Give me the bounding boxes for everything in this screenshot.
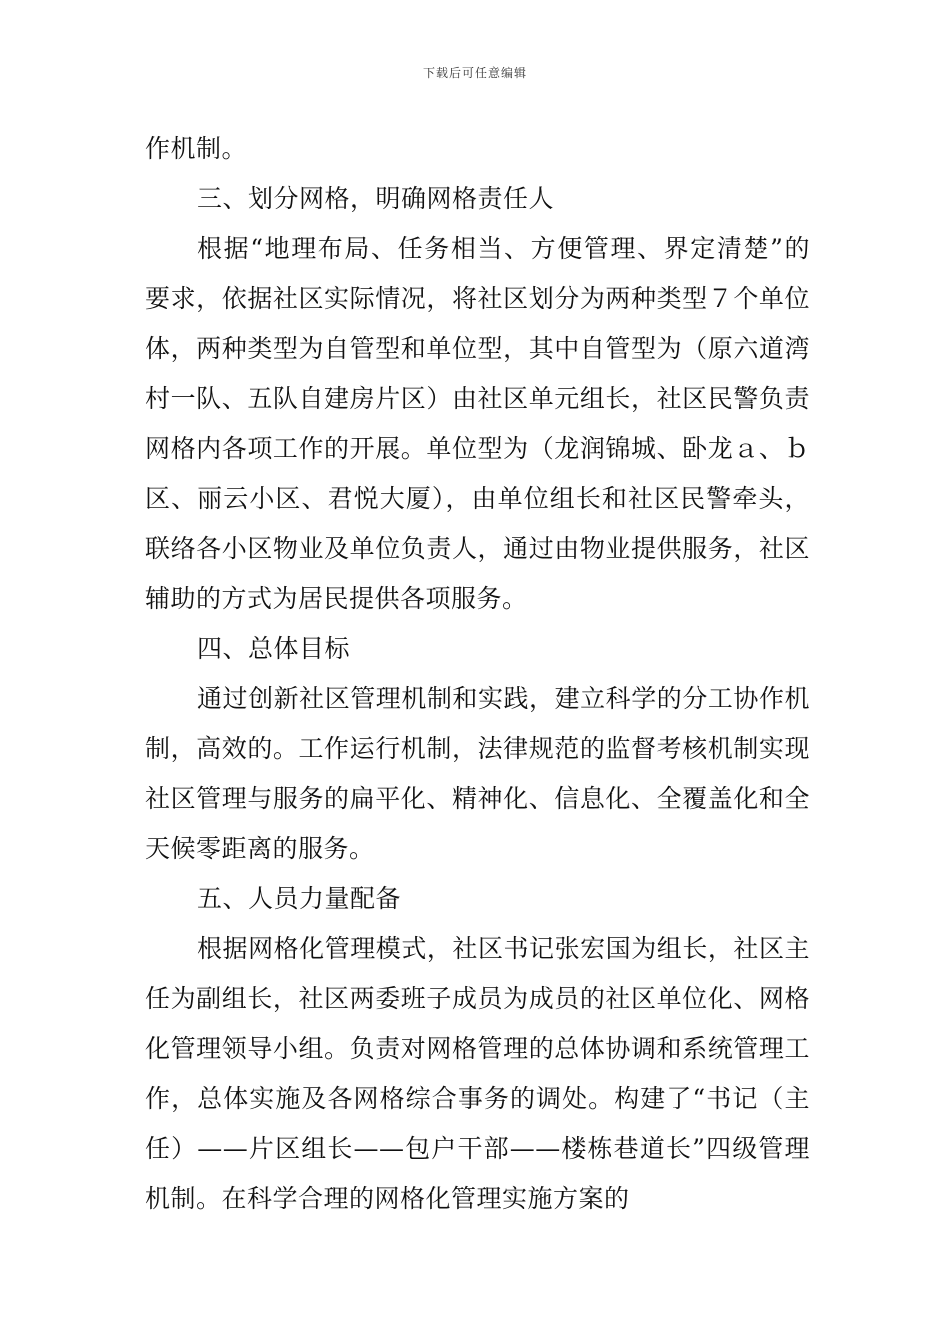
paragraph-continuation: 作机制。	[145, 134, 248, 163]
page-header: 下载后可任意编辑	[422, 66, 527, 80]
section-heading-5: 五、人员力量配备	[197, 884, 402, 913]
document-body	[145, 124, 810, 1224]
paragraph-grid-division: 根据“地理布局、任务相当、方便管理、界定清楚”的要求，依据社区实际情况，将社区划分为两种类型７个单位体，两种类型为自管型和单位型，其中自管型为（原六道湾村一队、五队自建房片区）由社区单元组长，社区民警负责网格内各项工作的开展。单位型为（龙润锦城、卧龙ａ、ｂ区、丽云小区、君悦大厦），由单位组长和社区民警牵头，联络各小区物业及单位负责人，通过由物业提供服务，社区辅助的方式为居民提供各项服务。	[145, 234, 810, 613]
paragraph-overall-goal: 通过创新社区管理机制和实践，建立科学的分工协作机制，高效的。工作运行机制，法律规范的监督考核机制实现社区管理与服务的扁平化、精神化、信息化、全覆盖化和全天候零距离的服务。	[145, 684, 810, 863]
paragraph-staffing: 根据网格化管理模式，社区书记张宏国为组长，社区主任为副组长，社区两委班子成员为成员的社区单位化、网格化管理领导小组。负责对网格管理的总体协调和系统管理工作，总体实施及各网格综合事务的调处。构建了“书记（主任）——片区组长——包户干部——楼栋巷道长”四级管理机制。在科学合理的网格化管理实施方案的	[145, 934, 810, 1213]
section-heading-3: 三、划分网格，明确网格责任人	[197, 184, 555, 213]
section-heading-4: 四、总体目标	[197, 634, 351, 663]
